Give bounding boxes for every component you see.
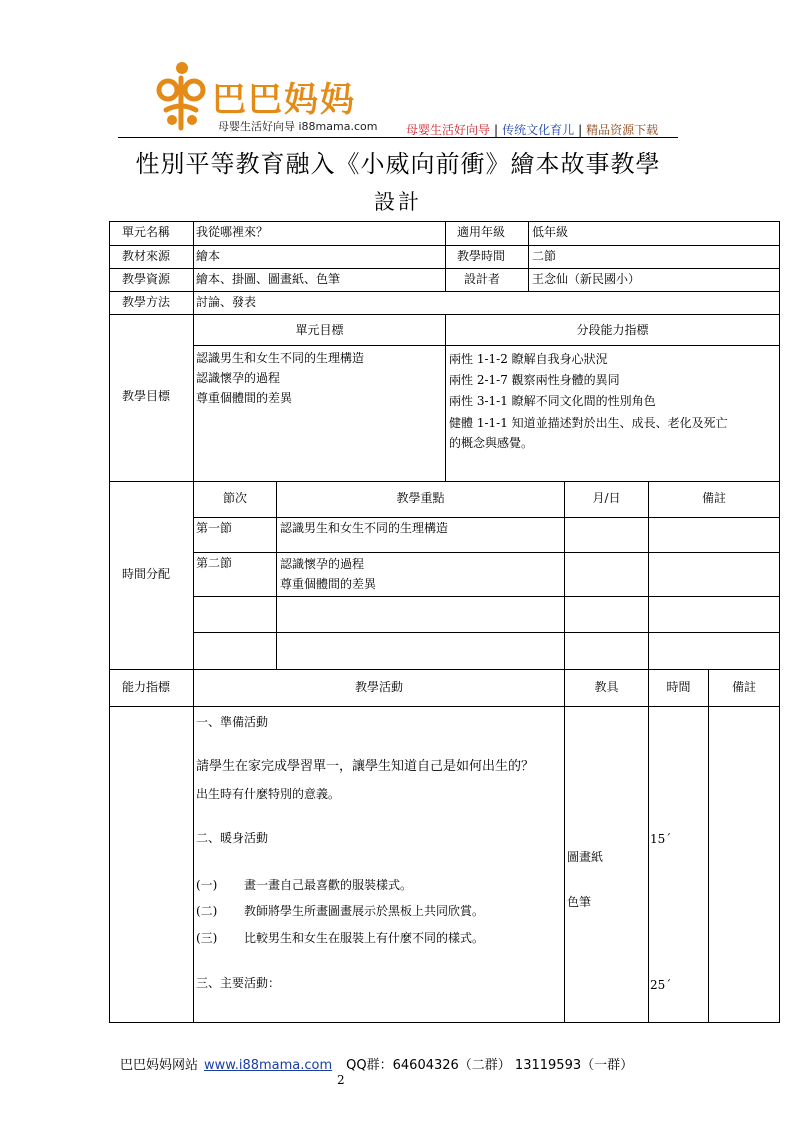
table-rule — [109, 706, 780, 707]
header-divider — [118, 137, 678, 138]
period-header: 節次 — [222, 491, 247, 505]
link-parenting-guide[interactable]: 母婴生活好向导 — [406, 123, 491, 137]
table-rule — [276, 481, 277, 669]
grade-value: 低年級 — [532, 225, 569, 239]
period-2-focus: 尊重個體間的差異 — [280, 577, 377, 591]
date-header: 月/日 — [592, 491, 621, 505]
schedule-label: 時間分配 — [122, 567, 171, 581]
competency-indicator: 健體 1-1-1 知道並描述對於出生、成長、老化及死亡 — [449, 416, 728, 430]
objectives-label: 教學目標 — [122, 389, 171, 403]
page-footer — [120, 1054, 633, 1073]
unit-goal: 尊重個體間的差異 — [196, 391, 293, 405]
table-rule — [564, 481, 565, 1023]
warmup-activity-title: 二、暖身活動 — [196, 831, 269, 845]
designer-value: 王念仙（新民國小） — [532, 272, 641, 286]
indicator-header: 分段能力指標 — [576, 323, 649, 337]
period-1-focus: 認識男生和女生不同的生理構造 — [280, 521, 449, 535]
link-separator: | — [578, 123, 583, 137]
unit-name-value: 我從哪裡來？ — [196, 225, 269, 239]
page-number: 2 — [337, 1073, 345, 1087]
table-rule — [193, 221, 194, 1023]
period-1: 第一節 — [196, 521, 233, 535]
tools-column-header: 教具 — [594, 680, 619, 694]
table-rule — [193, 596, 780, 597]
table-rule — [193, 345, 780, 346]
teaching-time-value: 二節 — [532, 249, 557, 263]
activity-column-header: 教學活動 — [354, 680, 403, 694]
table-border — [109, 221, 110, 1023]
warmup-item-number: (二) — [196, 904, 218, 918]
table-rule — [109, 669, 780, 670]
resources-value: 繪本、掛圖、圖畫紙、色筆 — [196, 272, 341, 286]
time-value: 25΄ — [650, 978, 672, 992]
document-title-continued: 設計 — [374, 190, 422, 214]
competency-indicator: 兩性 1-1-2 瞭解自我身心狀況 — [449, 352, 608, 366]
header-links — [406, 121, 658, 138]
site-logo[interactable] — [156, 58, 386, 136]
warmup-item-text: 教師將學生所畫圖畫展示於黑板上共同欣賞。 — [244, 904, 485, 918]
tool-item: 色筆 — [567, 895, 592, 909]
main-activity-title: 三、主要活動： — [196, 976, 281, 990]
table-rule — [528, 221, 529, 291]
indicator-column-header: 能力指標 — [122, 680, 171, 694]
competency-indicator: 的概念與感覺。 — [449, 436, 534, 450]
remarks-header: 備註 — [701, 491, 726, 505]
time-column-header: 時間 — [666, 680, 691, 694]
source-value: 繪本 — [196, 249, 221, 263]
footer-site-link[interactable]: www.i88mama.com — [204, 1058, 333, 1073]
footer-qq-groups: QQ群：64604326（二群） 13119593（一群） — [346, 1058, 634, 1073]
table-border — [779, 221, 780, 1023]
document-title: 性別平等教育融入《小威向前衝》繪本故事教學 — [135, 150, 661, 178]
warmup-item-number: (一) — [196, 878, 218, 892]
grade-label: 適用年級 — [457, 225, 506, 239]
unit-goal-header: 單元目標 — [295, 323, 344, 337]
link-separator: | — [494, 123, 499, 137]
method-label: 教學方法 — [122, 295, 171, 309]
table-rule — [648, 481, 649, 669]
prep-activity-title: 一、準備活動 — [196, 715, 269, 729]
table-rule — [648, 669, 649, 1023]
table-rule — [445, 221, 446, 291]
warmup-item-text: 畫一畫自己最喜歡的服裝樣式。 — [244, 878, 413, 892]
logo-text: 巴巴妈妈 — [212, 80, 356, 120]
lesson-plan-table — [109, 221, 780, 1023]
table-rule — [193, 552, 780, 553]
footer-site-name: 巴巴妈妈网站 — [120, 1058, 199, 1073]
method-value: 討論、發表 — [196, 295, 257, 309]
period-2-focus: 認識懷孕的過程 — [280, 557, 365, 571]
link-traditional-parenting[interactable]: 传统文化育儿 — [502, 123, 575, 137]
warmup-item-text: 比較男生和女生在服裝上有什麼不同的樣式。 — [244, 931, 485, 945]
table-rule — [708, 669, 709, 1023]
source-label: 教材來源 — [122, 249, 171, 263]
warmup-item-number: (三) — [196, 931, 218, 945]
resources-label: 教學資源 — [122, 272, 171, 286]
period-2: 第二節 — [196, 556, 233, 570]
table-border — [109, 1022, 780, 1023]
table-rule — [193, 632, 780, 633]
time-value: 15΄ — [650, 832, 672, 846]
tool-item: 圖畫紙 — [567, 850, 604, 864]
competency-indicator: 兩性 2-1-7 觀察兩性身體的異同 — [449, 373, 620, 387]
link-resource-download[interactable]: 精品资源下载 — [586, 123, 659, 137]
prep-activity-text: 請學生在家完成學習單一，讓學生知道自己是如何出生的？ — [196, 759, 535, 774]
unit-goal: 認識男生和女生不同的生理構造 — [196, 351, 365, 365]
table-rule — [109, 481, 780, 482]
logo-tagline: 母婴生活好向导 i88mama.com — [218, 120, 378, 133]
unit-goal: 認識懷孕的過程 — [196, 371, 281, 385]
unit-name-label: 單元名稱 — [122, 225, 171, 239]
designer-label: 設計者 — [464, 272, 501, 286]
focus-header: 教學重點 — [396, 491, 445, 505]
competency-indicator: 兩性 3-1-1 瞭解不同文化間的性別角色 — [449, 394, 656, 408]
remarks-column-header: 備註 — [731, 680, 756, 694]
logo-figure-icon — [156, 58, 212, 136]
prep-activity-text: 出生時有什麼特別的意義。 — [196, 787, 341, 801]
teaching-time-label: 教學時間 — [457, 249, 506, 263]
